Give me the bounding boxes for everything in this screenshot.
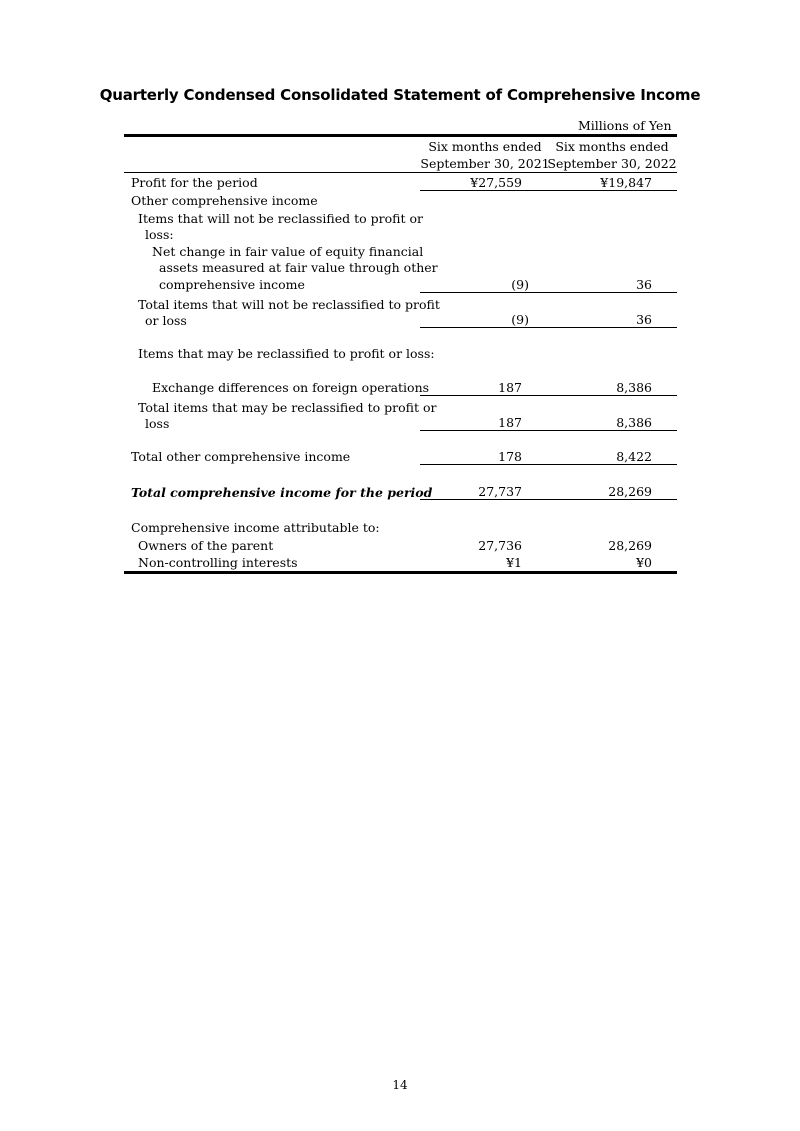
column-header-line2: September 30, 2021: [420, 156, 550, 171]
row-label-owners: Owners of the parent: [138, 538, 274, 553]
row-label-total-ci: Total comprehensive income for the period: [131, 485, 433, 500]
header-rule: [124, 172, 677, 173]
value-fv-2022: 36: [636, 277, 652, 292]
value-nci-2022: ¥0: [636, 555, 652, 570]
column-header-2021: [420, 138, 550, 172]
row-label-fv-line1: Net change in fair value of equity financial: [152, 244, 424, 259]
profit-underline: [420, 190, 677, 191]
value-total-oci-2022: 8,422: [616, 449, 652, 464]
value-owners-2022: 28,269: [608, 538, 652, 553]
value-profit-2021: ¥27,559: [470, 175, 522, 190]
units-label: Millions of Yen: [578, 118, 672, 133]
value-total-ci-2021: 27,737: [478, 484, 522, 499]
statement-title: Quarterly Condensed Consolidated Statement of Comprehensive Income: [99, 86, 701, 104]
fx-underline: [420, 395, 677, 396]
value-total-not-reclass-2022: 36: [636, 312, 652, 327]
column-header-line1: Six months ended: [555, 139, 669, 154]
row-label-not-reclass-line1: Items that will not be reclassified to profit or: [138, 211, 423, 226]
value-owners-2021: 27,736: [478, 538, 522, 553]
top-rule: [124, 134, 677, 137]
row-label-not-reclass-line2: loss:: [145, 227, 174, 242]
row-label-may-reclass: Items that may be reclassified to profit or loss:: [138, 346, 435, 361]
row-label-total-not-reclass-line1: Total items that will not be reclassified to profit: [138, 297, 440, 312]
column-header-2022: [547, 138, 677, 172]
row-label-fx: Exchange differences on foreign operations: [152, 380, 430, 395]
value-total-ci-2022: 28,269: [608, 484, 652, 499]
total-may-reclass-underline: [420, 430, 677, 431]
fv-underline: [420, 292, 677, 293]
row-label-fv-line3: comprehensive income: [159, 277, 305, 292]
total-ci-underline: [420, 499, 677, 500]
value-nci-2021: ¥1: [506, 555, 522, 570]
row-label-total-not-reclass-line2: or loss: [145, 313, 187, 328]
row-label-oci: Other comprehensive income: [131, 193, 318, 208]
row-label-total-may-reclass-line1: Total items that may be reclassified to profit or: [138, 400, 437, 415]
value-total-not-reclass-2021: (9): [511, 312, 529, 327]
column-header-line1: Six months ended: [428, 139, 542, 154]
value-total-may-reclass-2021: 187: [498, 415, 522, 430]
value-profit-2022: ¥19,847: [600, 175, 652, 190]
row-label-fv-line2: assets measured at fair value through other: [159, 260, 438, 275]
column-header-line2: September 30, 2022: [547, 156, 677, 171]
row-label-total-may-reclass-line2: loss: [145, 416, 170, 431]
total-oci-underline: [420, 464, 677, 465]
row-label-total-oci: Total other comprehensive income: [131, 449, 351, 464]
value-fv-2021: (9): [511, 277, 529, 292]
row-label-profit: Profit for the period: [131, 175, 258, 190]
row-label-attrib: Comprehensive income attributable to:: [131, 520, 380, 535]
total-not-reclass-underline: [420, 327, 677, 328]
row-label-nci: Non-controlling interests: [138, 555, 298, 570]
value-total-oci-2021: 178: [498, 449, 522, 464]
value-fx-2021: 187: [498, 380, 522, 395]
page-number: 14: [392, 1078, 408, 1092]
value-total-may-reclass-2022: 8,386: [616, 415, 652, 430]
value-fx-2022: 8,386: [616, 380, 652, 395]
bottom-rule: [124, 571, 677, 574]
